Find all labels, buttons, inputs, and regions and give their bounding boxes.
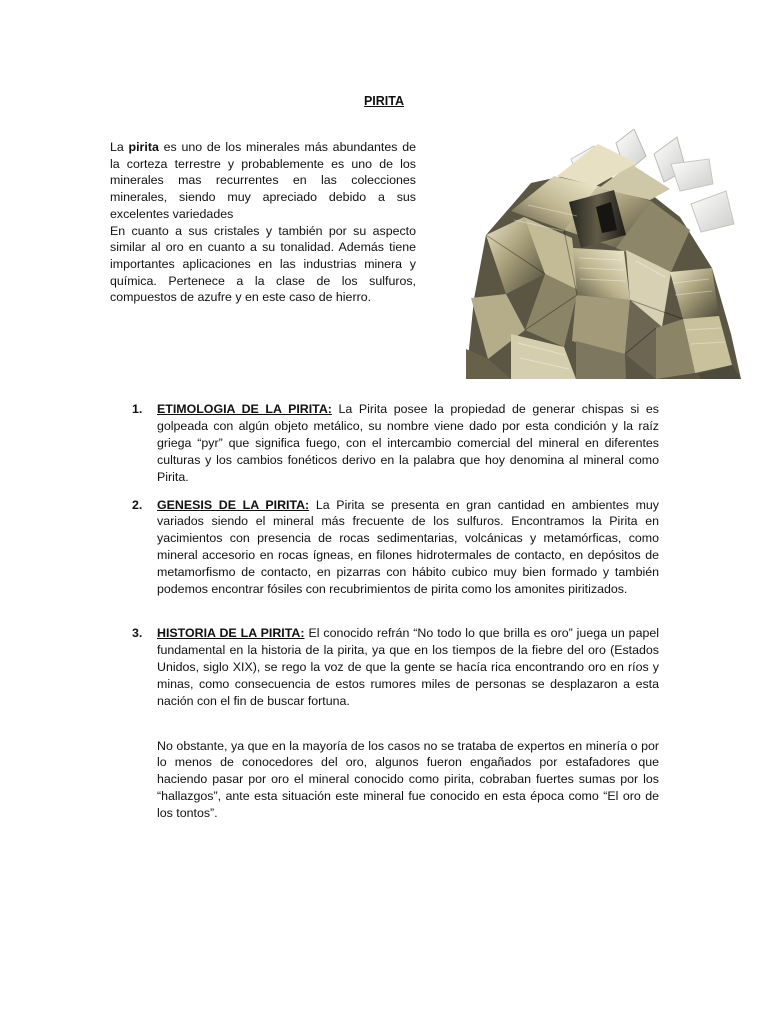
intro-paragraph-2: En cuanto a sus cristales y también por su aspecto similar al oro en cuanto a su tonalidad. Además tiene importantes aplicaciones en las industrias minera y química. Pertenece a la clase de los sulfuros, compuestos de azufre y en este caso de hierro.: [110, 223, 416, 305]
topic-list: [132, 401, 659, 822]
etimologia-paragraph: [157, 401, 659, 486]
list-item-genesis: [132, 497, 659, 598]
genesis-paragraph: [157, 497, 659, 598]
intro-text-1: es uno de los minerales más abundantes de la corteza terrestre y probablemente es uno de los minerales mas recurrentes en las colecciones minerales, siendo muy apreciado debido a sus excelentes variedades: [110, 140, 416, 221]
historia-text: El conocido refrán “No todo lo que brilla es oro” juega un papel fundamental en la historia de la pirita, ya que en los tiempos de la fiebre del oro (Estados Unidos, siglo XIX), se rego la voz de que la gente se hacía rica encontrando oro en ríos y minas, como consecuencia de estos rumores miles de personas se desplazaron a esta nación con el fin de buscar fortuna.: [157, 625, 660, 708]
list-item-etimologia: [132, 401, 659, 486]
intro-bold-term: pirita: [128, 140, 159, 154]
historia-heading: HISTORIA DE LA PIRITA:: [157, 625, 305, 640]
document-title: PIRITA: [363, 94, 405, 109]
list-item-historia: [132, 625, 659, 822]
historia-paragraph: [157, 625, 659, 710]
list-item-number: 3.: [132, 625, 143, 640]
list-item-number: 2.: [132, 497, 143, 512]
intro-paragraph: [110, 139, 416, 223]
historia-extra-paragraph: No obstante, ya que en la mayoría de los casos no se trataba de expertos en minería o por lo menos de conocedores del oro, algunos fueron engañados por estafadores que haciendo pasar por oro el mineral conocido como pirita, cobraban fuertes sumas por los “hallazgos”, ante esta situación este mineral fue conocido en esta época como “El oro de los tontos”.: [157, 738, 659, 821]
intro-prefix: La: [110, 140, 129, 154]
pyrite-crystal-illustration: [466, 129, 741, 379]
genesis-heading: GENESIS DE LA PIRITA:: [157, 497, 310, 512]
genesis-text: La Pirita se presenta en gran cantidad en ambientes muy variados siendo el mineral más frecuente de los sulfuros. Encontramos la Pirita en yacimientos con presencia de rocas sedimentarias, volcánicas y metamórficas, como mineral accesorio en rocas ígneas, en filones hidrotermales de contacto, en depósitos de metamorfismo de contacto, en pizarras con hábito cubico muy bien formado y también podemos encontrar fósiles con recubrimientos de pirita como los amonites piritizados.: [157, 497, 659, 597]
etimologia-heading: ETIMOLOGIA DE LA PIRITA:: [157, 402, 332, 416]
intro-paragraph-block: [110, 139, 416, 306]
list-item-number: 1.: [132, 402, 143, 416]
etimologia-text: La Pirita posee la propiedad de generar chispas si es golpeada con algún objeto metálico, su nombre viene dado por esta condición y la raíz griega “pyr” que significa fuego, con el intercambio comercial del mineral en diferentes culturas y los cambios fonéticos derivo en la palabra que hoy denomina al mineral como Pirita.: [157, 402, 659, 484]
pyrite-crystal-photo: [466, 129, 741, 379]
